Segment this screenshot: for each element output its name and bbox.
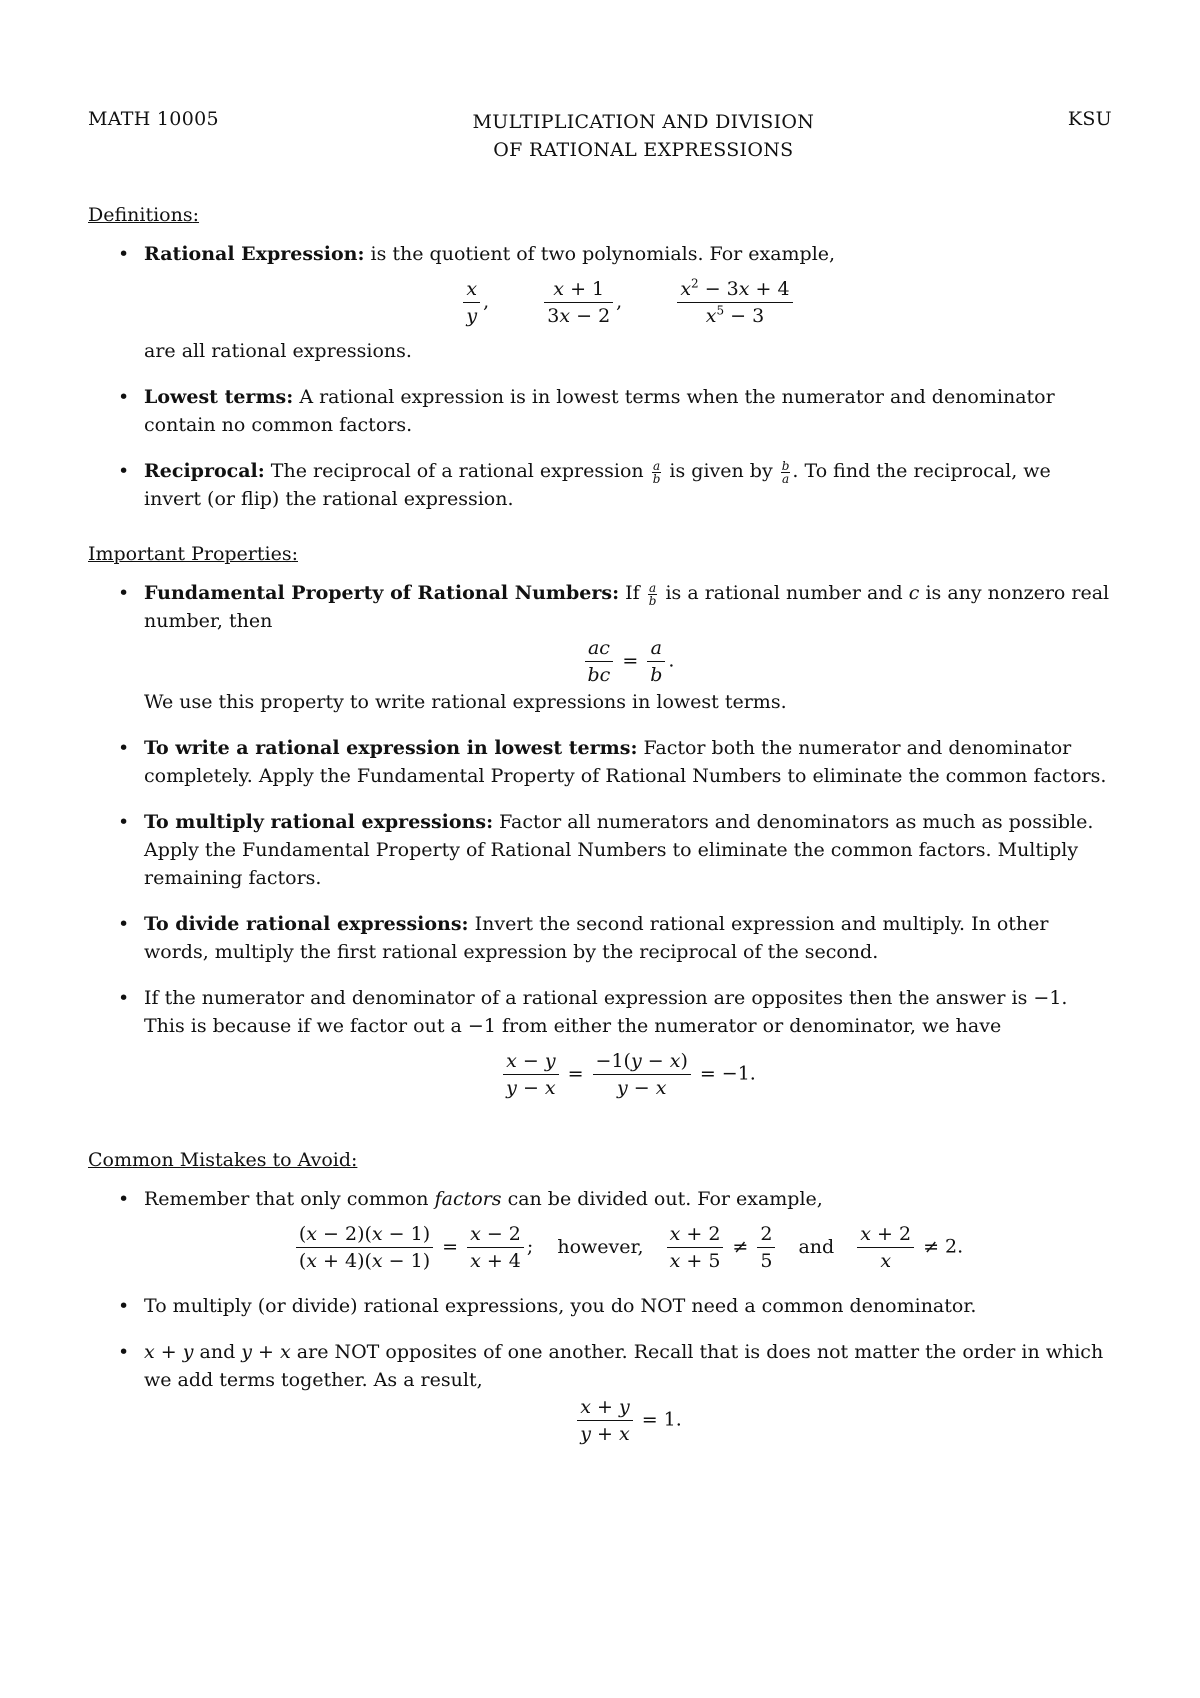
def-lowest-terms: • Lowest terms: A rational expression is in lowest terms when the numerator and denominator contain no common factors. [88,383,1112,439]
document-page [88,108,1112,1465]
prop-lowest-terms: • To write a rational expression in lowest terms: Factor both the numerator and denominator completely. Apply the Fundamental Property of Rational Numbers to eliminate the common factors. [88,734,1112,790]
document-title [473,108,815,164]
school-name: KSU [1067,108,1112,130]
mistake-common-factors: • Remember that only common factors can be divided out. For example, $\frac{(x - 2)(x - 1)}{(x + 4)(x - 1)}$ = $\frac{x - 2}{x + 4}$ ; however, $\frac{x + 2}{x + 5}$ ≠ $\frac{2}{5}$ and $\frac{x + 2}{x}$ ≠ 2. [88,1185,1112,1274]
not-opposites-formula: $\frac{x + y}{y + x}$ = 1. [144,1394,1112,1447]
prop-fundamental: • Fundamental Property of Rational Numbers: If $\frac{a}{b}$ is a rational number and c is any nonzero real number, then $\frac{ac}{bc}$ = $\frac{a}{b}$ . We use this property to write rational expressions in lowest terms. [88,579,1112,716]
definitions-list [88,240,1112,513]
mistakes-heading: Common Mistakes to Avoid: [88,1149,358,1171]
prop-divide: • To divide rational expressions: Invert the second rational expression and multiply. In other words, multiply the first rational expression by the reciprocal of the second. [88,910,1112,966]
common-factors-formula: $\frac{(x - 2)(x - 1)}{(x + 4)(x - 1)}$ = $\frac{x - 2}{x + 4}$ ; however, $\frac{x + 2}{x + 5}$ ≠ $\frac{2}{5}$ and $\frac{x + 2}{x}$ ≠ 2. [144,1221,1112,1274]
properties-heading: Important Properties: [88,543,298,565]
properties-list [88,579,1112,1101]
fundamental-formula: $\frac{ac}{bc}$ = $\frac{a}{b}$ . [144,635,1112,688]
def-rational-expression: • Rational Expression: is the quotient of two polynomials. For example, $\frac{x}{y}$ , $\frac{x + 1}{3x - 2}$ , $\frac{x^2 - 3x + 4}{x^5 - 3}$ are all rational expressions. [88,240,1112,365]
opposites-formula: $\frac{x - y}{y - x}$ = $\frac{-1(y - x)}{y - x}$ = −1. [144,1048,1112,1101]
title-line-2: OF RATIONAL EXPRESSIONS [493,139,794,161]
rational-after: are all rational expressions. [144,340,412,362]
prop-opposites: • If the numerator and denominator of a rational expression are opposites then the answer is −1. This is because if we factor out a −1 from either the numerator or denominator, we have $\frac{x - y}{y - x}$ = $\frac{-1(y - x)}{y - x}$ = −1. [88,984,1112,1101]
title-line-1: MULTIPLICATION AND DIVISION [472,111,815,133]
fundamental-after: We use this property to write rational expressions in lowest terms. [144,691,787,713]
mistake-not-opposites: • x + y and y + x are NOT opposites of one another. Recall that is does not matter the order in which we add terms together. As a result, $\frac{x + y}{y + x}$ = 1. [88,1338,1112,1447]
page-header [88,108,1112,164]
prop-multiply: • To multiply rational expressions: Factor all numerators and denominators as much as possible. Apply the Fundamental Property of Rational Numbers to eliminate the common factors. Multiply remaining factors. [88,808,1112,892]
rational-examples: $\frac{x}{y}$ , $\frac{x + 1}{3x - 2}$ , $\frac{x^2 - 3x + 4}{x^5 - 3}$ [144,276,1112,329]
def-reciprocal: • Reciprocal: The reciprocal of a rational expression $\frac{a}{b}$ is given by $\frac{b}{a}$ . To find the reciprocal, we invert (or flip) the rational expression. [88,457,1112,513]
mistake-common-denominator: • To multiply (or divide) rational expressions, you do NOT need a common denominator. [88,1292,1112,1320]
mistakes-list [88,1185,1112,1447]
course-code: MATH 10005 [88,108,219,130]
definitions-heading: Definitions: [88,204,200,226]
